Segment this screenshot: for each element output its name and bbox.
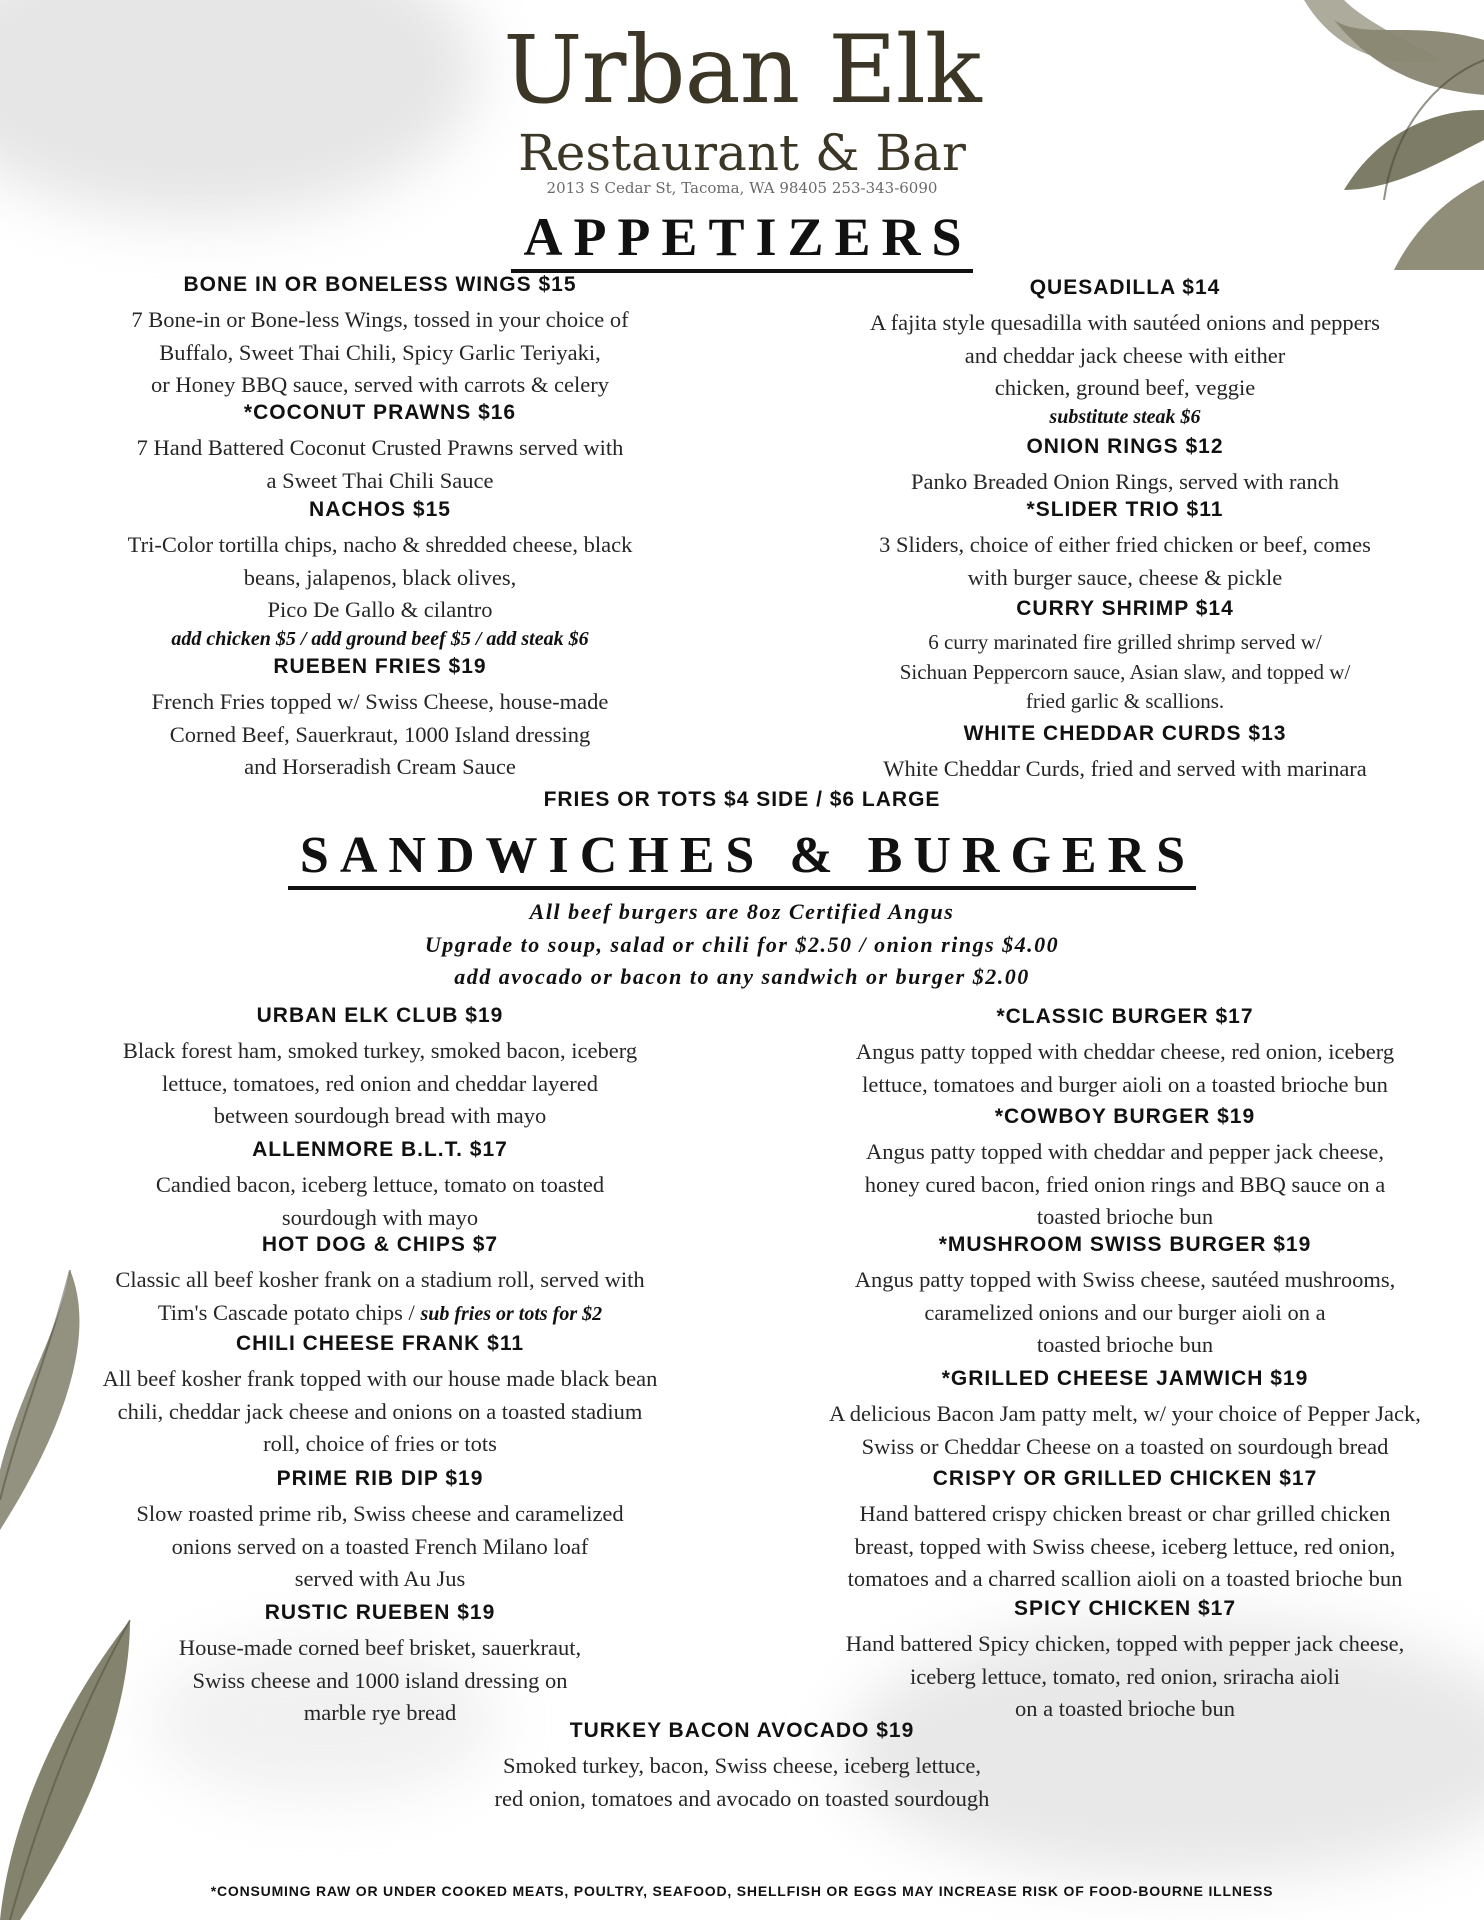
item-addon-note: add chicken $5 / add ground beef $5 / add steak $6 (171, 627, 589, 650)
item-name: PRIME RIB DIP $19 (276, 1467, 484, 1490)
item-description: White Cheddar Curds, fried and served with marinara (883, 756, 1367, 781)
menu-item-hot-dog (30, 1232, 730, 1329)
item-name: ALLENMORE B.L.T. $17 (252, 1138, 508, 1161)
item-name: WHITE CHEDDAR CURDS $13 (963, 722, 1287, 745)
menu-item-urban-elk-club (30, 1003, 730, 1133)
item-description: A fajita style quesadilla with sautéed onions and peppers and cheddar jack cheese with either chicken, ground beef, veggie (870, 310, 1380, 400)
item-name: URBAN ELK CLUB $19 (256, 1004, 504, 1027)
item-name: RUEBEN FRIES $19 (273, 655, 487, 678)
menu-item-turkey-bacon-avocado (0, 1718, 1484, 1815)
menu-item-rueben-fries (30, 654, 730, 784)
item-description: Candied bacon, iceberg lettuce, tomato on toasted sourdough with mayo (155, 1172, 605, 1230)
menu-item-coconut-prawns (30, 400, 730, 497)
item-name: CHILI CHEESE FRANK $11 (235, 1332, 525, 1355)
sandwiches-heading: SANDWICHES & BURGERS (0, 830, 1484, 882)
menu-item-onion-rings (770, 434, 1480, 499)
item-description: Hand battered crispy chicken breast or char grilled chicken breast, topped with Swiss cheese, iceberg lettuce, red onion, tomatoes and a charred scallion aioli on a toasted brioche bun (847, 1501, 1403, 1591)
restaurant-address: 2013 S Cedar St, Tacoma, WA 98405 253-343-6090 (546, 179, 938, 197)
item-name: RUSTIC RUEBEN $19 (264, 1601, 496, 1624)
item-description: Slow roasted prime rib, Swiss cheese and caramelized onions served on a toasted French Milano loaf served with Au Jus (136, 1501, 624, 1591)
food-safety-disclaimer: *CONSUMING RAW OR UNDER COOKED MEATS, POULTRY, SEAFOOD, SHELLFISH OR EGGS MAY INCREASE RISK OF FOOD-BOURNE ILLNESS (210, 1883, 1274, 1899)
item-description: Angus patty topped with cheddar cheese, red onion, iceberg lettuce, tomatoes and burger aioli on a toasted brioche bun (855, 1039, 1395, 1097)
menu-item-cowboy-burger (770, 1104, 1480, 1234)
appetizers-heading: APPETIZERS (0, 210, 1484, 264)
item-name: SPICY CHICKEN $17 (1013, 1597, 1237, 1620)
restaurant-name: Urban Elk (503, 16, 981, 125)
menu-item-slider-trio (770, 497, 1480, 594)
menu-item-wings (30, 272, 730, 402)
item-name: NACHOS $15 (309, 498, 451, 521)
item-description: Angus patty topped with Swiss cheese, sautéed mushrooms, caramelized onions and our burger aioli on a toasted brioche bun (854, 1267, 1396, 1357)
menu-item-chili-cheese-frank (30, 1331, 730, 1461)
item-name: *MUSHROOM SWISS BURGER $19 (938, 1233, 1312, 1256)
item-name: QUESADILLA $14 (1029, 276, 1221, 299)
menu-item-allenmore-blt (30, 1137, 730, 1234)
menu-item-quesadilla (770, 275, 1480, 429)
menu-item-nachos (30, 497, 730, 651)
item-name: CURRY SHRIMP $14 (1016, 597, 1234, 620)
item-description: A delicious Bacon Jam patty melt, w/ your choice of Pepper Jack, Swiss or Cheddar Cheese on a toasted on sourdough bread (829, 1401, 1421, 1459)
menu-item-cheddar-curds (770, 721, 1480, 786)
item-description: Smoked turkey, bacon, Swiss cheese, iceberg lettuce, red onion, tomatoes and avocado on toasted sourdough (494, 1753, 990, 1811)
item-name: *COWBOY BURGER $19 (994, 1105, 1256, 1128)
item-name: *COCONUT PRAWNS $16 (243, 401, 517, 424)
fries-or-tots-line: FRIES OR TOTS $4 SIDE / $6 LARGE (543, 788, 941, 811)
menu-item-mushroom-swiss-burger (770, 1232, 1480, 1362)
menu-item-grilled-cheese-jamwich (770, 1366, 1480, 1463)
item-name: HOT DOG & CHIPS $7 (261, 1233, 499, 1256)
sandwiches-intro: All beef burgers are 8oz Certified Angus Upgrade to soup, salad or chili for $2.50 / onion rings $4.00 add avocado or bacon to any sandwich or burger $2.00 (424, 899, 1060, 989)
menu-item-curry-shrimp (770, 596, 1480, 717)
menu-item-prime-rib-dip (30, 1466, 730, 1596)
item-description: Black forest ham, smoked turkey, smoked bacon, iceberg lettuce, tomatoes, red onion and cheddar layered between sourdough bread with mayo (122, 1038, 638, 1128)
item-description: Panko Breaded Onion Rings, served with ranch (910, 469, 1340, 494)
item-description: Classic all beef kosher frank on a stadium roll, served with Tim's Cascade potato chips / sub fries or tots for $2 (115, 1267, 645, 1325)
item-description: All beef kosher frank topped with our house made black bean chili, cheddar jack cheese and onions on a toasted stadium roll, choice of fries or tots (102, 1366, 658, 1456)
item-name: *CLASSIC BURGER $17 (996, 1005, 1254, 1028)
menu-item-classic-burger (770, 1004, 1480, 1101)
item-addon-note: substitute steak $6 (1049, 405, 1201, 428)
item-description: 7 Bone-in or Bone-less Wings, tossed in your choice of Buffalo, Sweet Thai Chili, Spicy Garlic Teriyaki, or Honey BBQ sauce, served with carrots & celery (131, 307, 629, 397)
item-name: TURKEY BACON AVOCADO $19 (569, 1719, 915, 1742)
menu-item-spicy-chicken (770, 1596, 1480, 1726)
item-description: French Fries topped w/ Swiss Cheese, house-made Corned Beef, Sauerkraut, 1000 Island dressing and Horseradish Cream Sauce (151, 689, 609, 779)
item-description: Angus patty topped with cheddar and pepper jack cheese, honey cured bacon, fried onion rings and BBQ sauce on a toasted brioche bun (864, 1139, 1386, 1229)
item-description: 3 Sliders, choice of either fried chicken or beef, comes with burger sauce, cheese & pickle (879, 532, 1371, 590)
item-description: House-made corned beef brisket, sauerkraut, Swiss cheese and 1000 island dressing on marble rye bread (178, 1635, 582, 1725)
item-name: *SLIDER TRIO $11 (1026, 498, 1224, 521)
item-description: 6 curry marinated fire grilled shrimp served w/ Sichuan Peppercorn sauce, Asian slaw, and topped w/ fried garlic & scallions. (899, 630, 1351, 713)
item-name: CRISPY OR GRILLED CHICKEN $17 (932, 1467, 1318, 1490)
menu-item-rustic-rueben (30, 1600, 730, 1730)
item-name: BONE IN OR BONELESS WINGS $15 (183, 273, 577, 296)
restaurant-subtitle: Restaurant & Bar (518, 124, 966, 182)
menu-item-crispy-or-grilled-chicken (770, 1466, 1480, 1596)
item-description: Tri-Color tortilla chips, nacho & shredded cheese, black beans, jalapenos, black olives, Pico De Gallo & cilantro (127, 532, 633, 622)
item-name: ONION RINGS $12 (1026, 435, 1224, 458)
item-description: Hand battered Spicy chicken, topped with pepper jack cheese, iceberg lettuce, tomato, red onion, sriracha aioli on a toasted brioche bun (845, 1631, 1405, 1721)
item-description: 7 Hand Battered Coconut Crusted Prawns served with a Sweet Thai Chili Sauce (136, 435, 624, 493)
item-addon-note: sub fries or tots for $2 (420, 1302, 603, 1325)
item-name: *GRILLED CHEESE JAMWICH $19 (941, 1367, 1309, 1390)
